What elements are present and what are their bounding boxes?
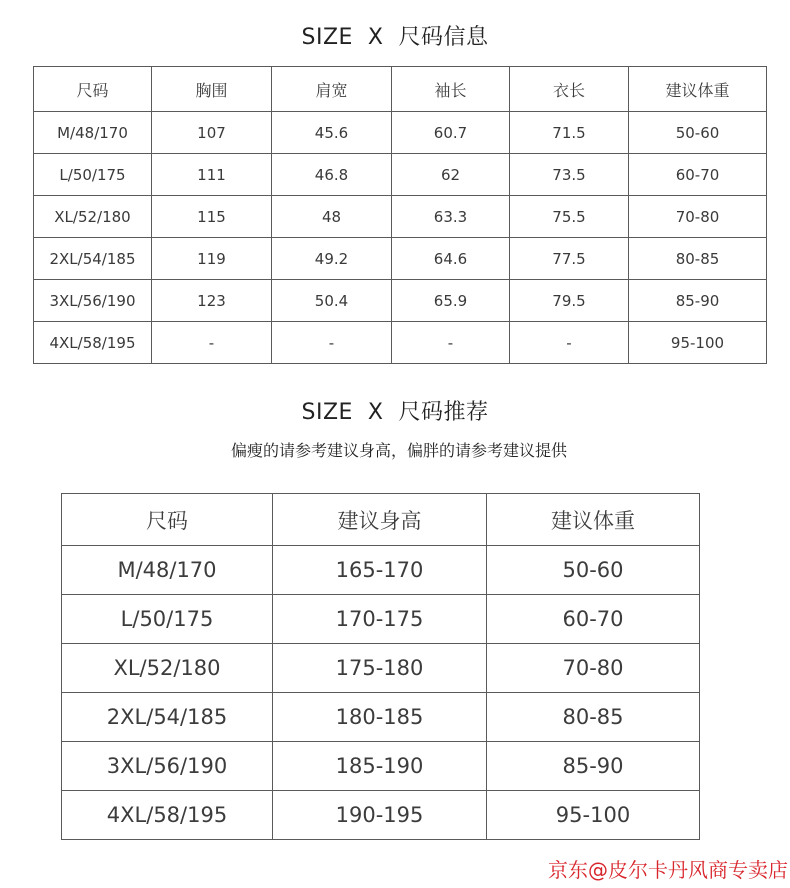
table-cell: 70-80	[487, 644, 700, 693]
size-recommend-title: SIZE X 尺码推荐	[301, 400, 489, 425]
table-cell: 60.7	[392, 112, 510, 154]
table-cell: 79.5	[510, 280, 629, 322]
column-header: 衣长	[510, 67, 629, 112]
table-cell: M/48/170	[62, 546, 273, 595]
size-info-table	[33, 66, 767, 364]
size-recommend-subtitle: 偏瘦的请参考建议身高，偏胖的请参考建议提供	[230, 441, 567, 460]
table-cell: 65.9	[392, 280, 510, 322]
table-cell: 180-185	[273, 693, 487, 742]
column-header: 建议身高	[273, 494, 487, 546]
column-header: 袖长	[392, 67, 510, 112]
table-cell: 119	[152, 238, 272, 280]
table-cell: 165-170	[273, 546, 487, 595]
column-header: 胸围	[152, 67, 272, 112]
store-watermark: 京东@皮尔卡丹风商专卖店	[548, 858, 788, 882]
table-cell: 70-80	[629, 196, 767, 238]
table-header-row	[62, 494, 700, 546]
table-cell: 80-85	[487, 693, 700, 742]
table-cell: M/48/170	[34, 112, 152, 154]
table-cell: 62	[392, 154, 510, 196]
table-cell: L/50/175	[34, 154, 152, 196]
table-cell: 49.2	[272, 238, 392, 280]
table-cell: 3XL/56/190	[62, 742, 273, 791]
table-cell: 185-190	[273, 742, 487, 791]
table-row	[62, 595, 700, 644]
table-cell: 4XL/58/195	[62, 791, 273, 840]
table-cell: -	[152, 322, 272, 364]
table-cell: 64.6	[392, 238, 510, 280]
table-row	[62, 742, 700, 791]
column-header: 建议体重	[629, 67, 767, 112]
table-cell: 190-195	[273, 791, 487, 840]
table-cell: XL/52/180	[62, 644, 273, 693]
table-row	[34, 154, 767, 196]
table-cell: 50.4	[272, 280, 392, 322]
column-header: 尺码	[62, 494, 273, 546]
table-cell: 107	[152, 112, 272, 154]
table-cell: 71.5	[510, 112, 629, 154]
table-row	[34, 238, 767, 280]
table-cell: 60-70	[487, 595, 700, 644]
table-cell: L/50/175	[62, 595, 273, 644]
table-cell: 48	[272, 196, 392, 238]
table-row	[34, 280, 767, 322]
table-row	[34, 112, 767, 154]
table-cell: 123	[152, 280, 272, 322]
table-cell: 95-100	[487, 791, 700, 840]
table-row	[62, 693, 700, 742]
table-header-row	[34, 67, 767, 112]
size-recommend-table	[61, 493, 700, 840]
table-cell: 80-85	[629, 238, 767, 280]
table-cell: 175-180	[273, 644, 487, 693]
table-cell: -	[510, 322, 629, 364]
table-cell: 4XL/58/195	[34, 322, 152, 364]
table-cell: 73.5	[510, 154, 629, 196]
table-cell: 111	[152, 154, 272, 196]
table-cell: XL/52/180	[34, 196, 152, 238]
table-cell: 50-60	[487, 546, 700, 595]
table-cell: 3XL/56/190	[34, 280, 152, 322]
column-header: 建议体重	[487, 494, 700, 546]
table-cell: 85-90	[629, 280, 767, 322]
table-cell: 75.5	[510, 196, 629, 238]
column-header: 肩宽	[272, 67, 392, 112]
table-cell: 115	[152, 196, 272, 238]
table-row	[62, 791, 700, 840]
table-cell: -	[392, 322, 510, 364]
column-header: 尺码	[34, 67, 152, 112]
table-cell: 95-100	[629, 322, 767, 364]
table-cell: 60-70	[629, 154, 767, 196]
table-cell: 45.6	[272, 112, 392, 154]
table-cell: 2XL/54/185	[62, 693, 273, 742]
table-cell: -	[272, 322, 392, 364]
size-info-title: SIZE X 尺码信息	[301, 25, 489, 50]
table-cell: 50-60	[629, 112, 767, 154]
table-cell: 85-90	[487, 742, 700, 791]
table-row	[34, 322, 767, 364]
table-row	[34, 196, 767, 238]
table-cell: 46.8	[272, 154, 392, 196]
table-row	[62, 644, 700, 693]
table-cell: 63.3	[392, 196, 510, 238]
table-cell: 170-175	[273, 595, 487, 644]
table-cell: 2XL/54/185	[34, 238, 152, 280]
table-row	[62, 546, 700, 595]
table-cell: 77.5	[510, 238, 629, 280]
